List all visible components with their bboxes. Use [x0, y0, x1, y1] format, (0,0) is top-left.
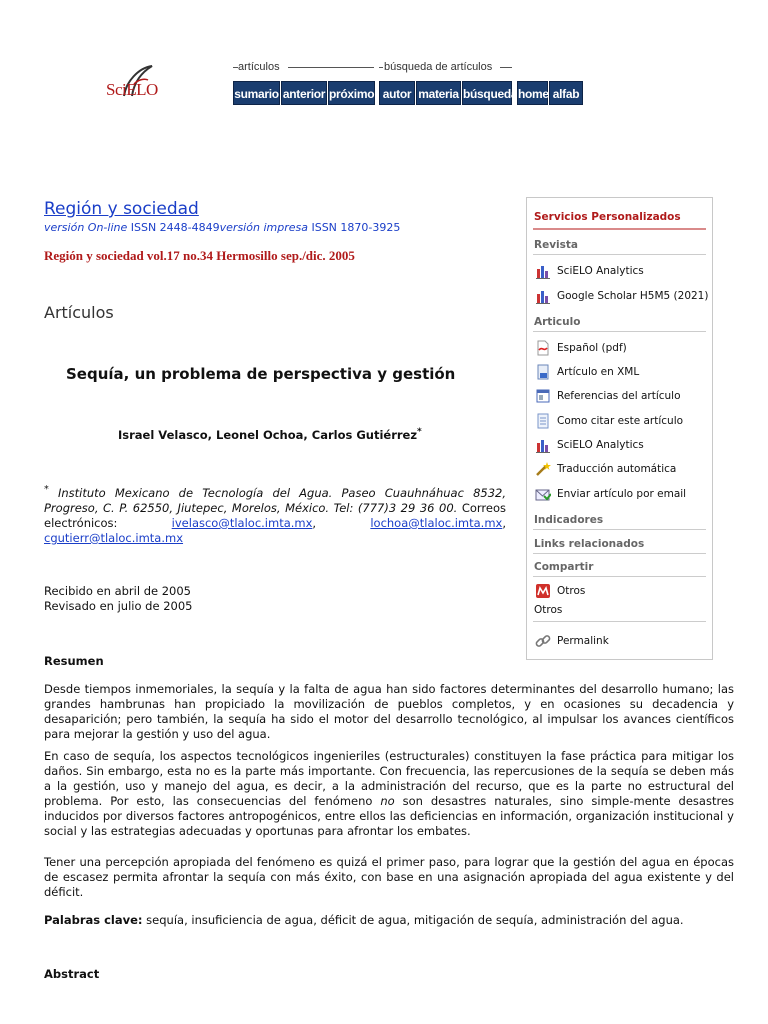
abstract-paragraph-3: Tener una percepción apropiada del fenómeno es quizá el primer paso, para lograr que la gestión del agua en épocas de escasez permita afrontar la sequía con más éxito, con base en una asignación apropiada del agua existente y del déficit.	[44, 855, 734, 899]
sidebar-divider	[533, 529, 706, 530]
sidebar-item-references[interactable]	[535, 387, 681, 405]
sidebar-item-pdf[interactable]	[535, 339, 627, 357]
email-link-lochoa[interactable]: lochoa@tlaloc.imta.mx	[370, 515, 503, 530]
scielo-logo[interactable]	[100, 62, 170, 112]
sidebar-item-label: Permalink	[557, 635, 609, 647]
abstract-heading: Resumen	[44, 654, 104, 668]
autor-button[interactable]: autor	[379, 81, 415, 105]
online-label: versión On-line	[44, 221, 128, 234]
section-title: Artículos	[44, 303, 114, 322]
window-icon	[535, 388, 551, 404]
nav-search-line-left	[379, 67, 383, 68]
sidebar-head-articulo: Articulo	[534, 316, 581, 328]
abstract-paragraph-1: Desde tiempos inmemoriales, la sequía y la falta de agua han sido factores determinantes del desarrollo humano; las grandes hambrunas han propiciado la movilización de pueblos completos, y en ocasiones su decadencia y desaparición; pero también, la sequía ha sido el motor del desarrollo tecnológico, al impulsar los avances científicos para mejorar la gestión y uso del agua.	[44, 682, 734, 741]
keywords-text: sequía, insuficiencia de agua, déficit de agua, mitigación de sequía, administración del agua.	[146, 913, 684, 927]
proximo-button[interactable]: próximo	[328, 81, 375, 105]
pdf-icon	[535, 340, 551, 356]
email-icon	[535, 486, 551, 502]
authors-names: Israel Velasco, Leonel Ochoa, Carlos Gutiérrez	[118, 427, 418, 442]
sidebar-divider	[533, 254, 706, 255]
sidebar-title-divider	[533, 228, 706, 230]
author-footnote-mark[interactable]: *	[417, 427, 422, 437]
sidebar-divider	[533, 553, 706, 554]
dates-block	[44, 584, 192, 614]
bar-chart-icon	[535, 288, 551, 304]
keywords-label: Palabras clave:	[44, 913, 143, 927]
sidebar-item-share-otros[interactable]	[535, 582, 585, 600]
sidebar-item-google-scholar[interactable]	[535, 287, 708, 305]
revised-date: Revisado en julio de 2005	[44, 599, 193, 613]
magic-wand-icon	[535, 461, 551, 477]
share-icon	[535, 583, 551, 599]
nav-articles-line-right	[288, 67, 374, 68]
nav-articles-label: artículos	[238, 61, 280, 73]
sidebar-divider	[533, 621, 706, 622]
sidebar-item-label: Español (pdf)	[557, 342, 627, 354]
sidebar-item-label: Artículo en XML	[557, 366, 640, 378]
authors	[118, 427, 422, 442]
busqueda-button[interactable]: búsqueda	[462, 81, 512, 105]
anterior-button[interactable]: anterior	[281, 81, 327, 105]
sidebar-item-label: Traducción automática	[557, 463, 677, 475]
email-link-ivelasco[interactable]: ivelasco@tlaloc.imta.mx	[171, 515, 313, 530]
email-separator: ,	[312, 515, 317, 530]
emails-label: Correos electrónicos:	[44, 500, 507, 530]
link-chain-icon	[535, 633, 551, 649]
affil-footnote-mark: *	[44, 484, 49, 495]
sidebar-item-xml[interactable]	[535, 363, 639, 381]
home-button[interactable]: home	[517, 81, 548, 105]
sidebar-item-scielo-analytics-revista[interactable]	[535, 262, 644, 280]
sidebar-head-compartir: Compartir	[534, 561, 594, 573]
sidebar-title: Servicios Personalizados	[534, 211, 681, 223]
print-label: versión impresa	[219, 221, 308, 234]
sidebar-divider	[533, 576, 706, 577]
materia-button[interactable]: materia	[416, 81, 461, 105]
sidebar-item-label: SciELO Analytics	[557, 265, 644, 277]
p2-emphasis: no	[380, 794, 395, 808]
affiliation-text: Instituto Mexicano de Tecnología del Agua. Paseo Cuauhnáhuac 8532, Progreso, C. P. 62550, Jiutepec, Morelos, México. Tel: (777)3 29 36 00.	[44, 485, 507, 515]
sidebar-item-label: Referencias del artículo	[557, 390, 681, 402]
sidebar-item-email[interactable]	[535, 485, 686, 503]
nav-search-label: búsqueda de artículos	[384, 61, 493, 73]
sidebar-item-translate[interactable]	[535, 460, 676, 478]
logo-text: SciELO	[106, 80, 158, 99]
email-link-cgutierr[interactable]: cgutierr@tlaloc.imta.mx	[44, 530, 184, 545]
sidebar-head-links[interactable]: Links relacionados	[534, 538, 645, 550]
sidebar-item-label: Otros	[557, 585, 586, 597]
sidebar-item-label: Enviar artículo por email	[557, 488, 687, 500]
article-title: Sequía, un problema de perspectiva y gestión	[66, 365, 456, 383]
sidebar-divider	[533, 331, 706, 332]
online-issn: ISSN 2448-4849	[130, 221, 220, 234]
bar-chart-icon	[535, 263, 551, 279]
p2-text-b: son desastres naturales, sino simple-mente desastres inducidos por diversos factores antropogénicos, entre ellos las deficiencias en información, organización institucional y social y las estrategias adecuadas y oportunas para afrontar los embates.	[44, 794, 735, 838]
affiliation-block	[44, 482, 506, 546]
email-separator: ,	[502, 515, 507, 530]
issn-line	[44, 221, 400, 234]
issue-line: Región y sociedad vol.17 no.34 Hermosillo sep./dic. 2005	[44, 248, 355, 263]
received-date: Recibido en abril de 2005	[44, 584, 191, 598]
sidebar-head-indicadores[interactable]: Indicadores	[534, 514, 604, 526]
bar-chart-icon	[535, 437, 551, 453]
sidebar-item-scielo-analytics-articulo[interactable]	[535, 436, 644, 454]
services-sidebar	[526, 197, 713, 660]
nav-search-line-right	[500, 67, 512, 68]
abstract-en-heading: Abstract	[44, 967, 100, 981]
alfab-button[interactable]: alfab	[549, 81, 583, 105]
sidebar-item-permalink[interactable]	[535, 632, 609, 650]
sumario-button[interactable]: sumario	[233, 81, 280, 105]
sidebar-item-label: Google Scholar H5M5 (2021)	[557, 290, 709, 302]
journal-title-link[interactable]: Región y sociedad	[44, 199, 199, 219]
sidebar-otros-text: Otros	[534, 604, 563, 616]
abstract-paragraph-2	[44, 749, 734, 839]
sidebar-item-cite[interactable]	[535, 412, 683, 430]
xml-document-icon	[535, 364, 551, 380]
keywords-line	[44, 913, 734, 928]
p2-text-a: En caso de sequía, los aspectos tecnológicos ingenieriles (estructurales) constituyen la fase práctica para mitigar los daños. Sin embargo, esta no es la parte más importante. Con frecuencia, las repercusiones de la sequía se deben más a la gestión, uso y manejo del agua, es decir, a la administración del recurso, que es la parte no estructural del problema. Por esto, las consecuencias del fenómeno	[44, 749, 734, 808]
print-issn: ISSN 1870-3925	[311, 221, 401, 234]
sidebar-head-revista: Revista	[534, 239, 579, 251]
sidebar-item-label: Como citar este artículo	[557, 415, 684, 427]
sidebar-item-label: SciELO Analytics	[557, 439, 644, 451]
document-icon	[535, 413, 551, 429]
